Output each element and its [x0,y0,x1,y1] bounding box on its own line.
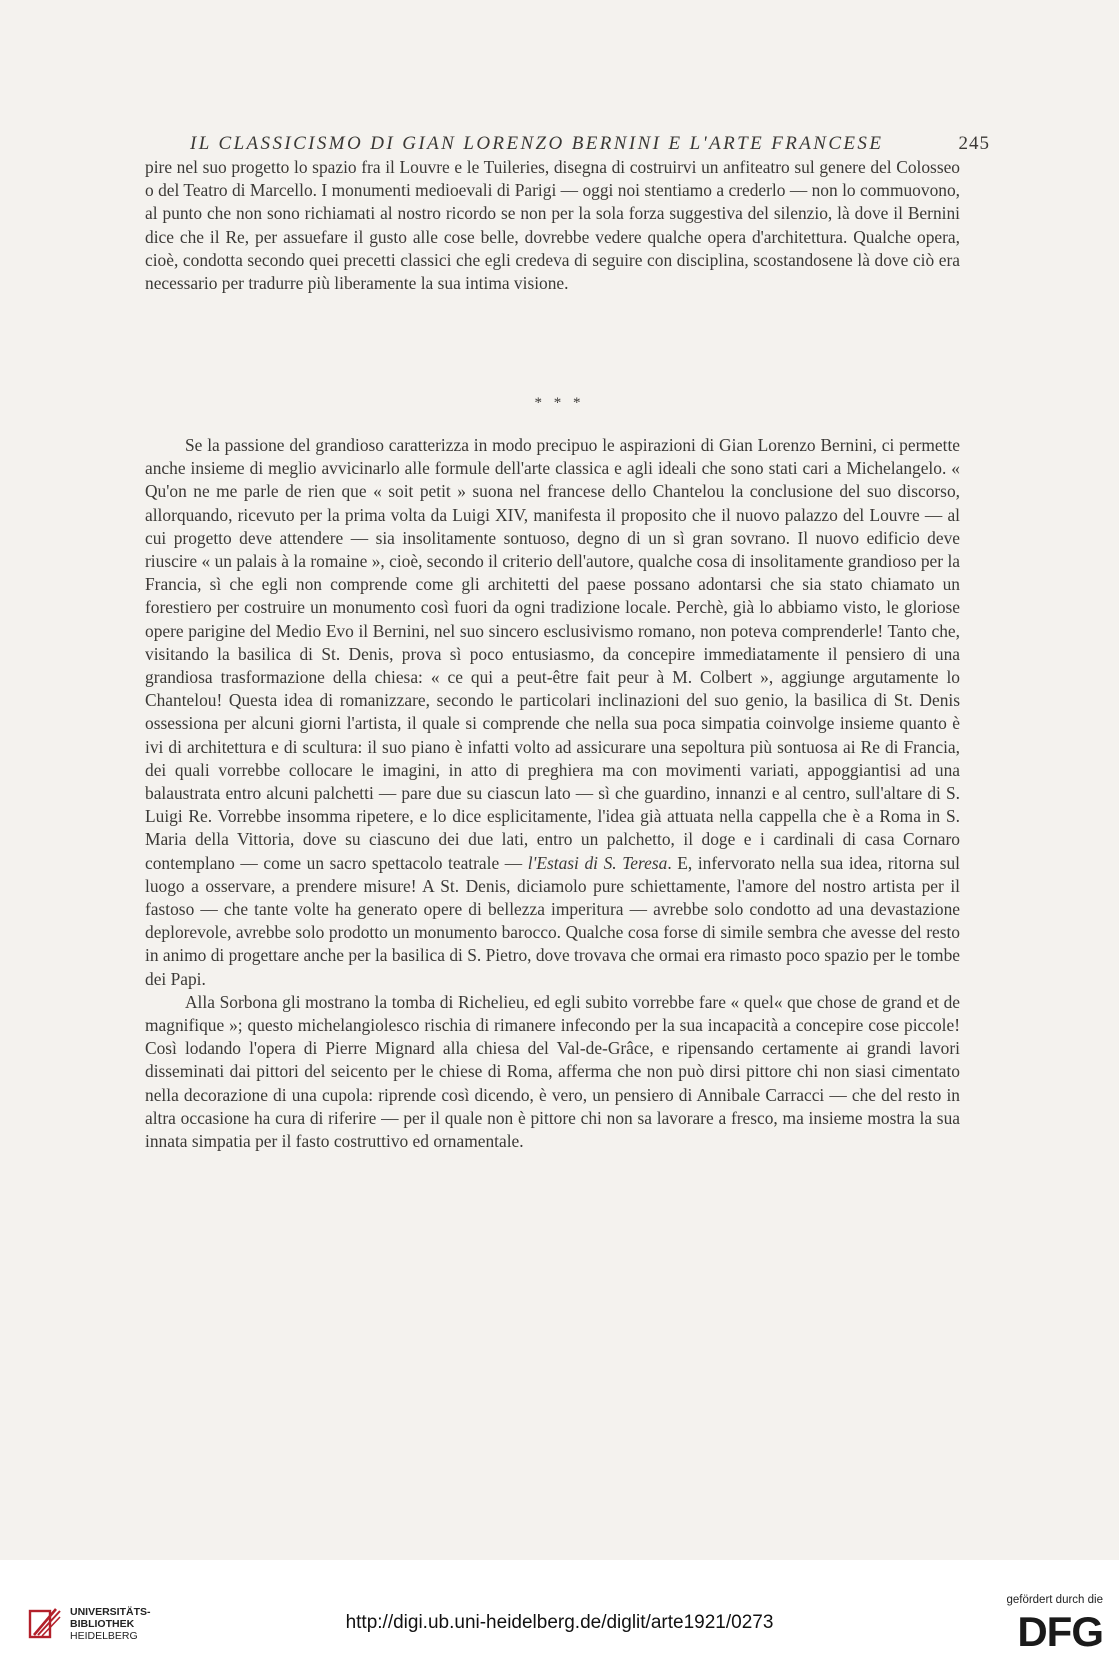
paragraph-3: Alla Sorbona gli mostrano la tomba di Richelieu, ed egli subito vorrebbe fare « quel« que chose de grand et de magnifique »; questo michelangiolesco rischia di rimanere infecondo per la sua incapacità a concepire cose piccole! Così lodando l'opera di Pierre Mignard alla chiesa del Val-de-Grâce, e ripensando certamente ai grandi lavori disseminati dai pittori del seicento per le chiese di Roma, afferma che non può dirsi pittore chi non siasi cimentato nella decorazione di una cupola: riprende così dicendo, è vero, un pensiero di Annibale Carracci — che del resto in altra occasione ha cura di riferire — per il quale non è pittore chi non sa lavorare a fresco, ma insieme mostra la sua innata simpatia per il fasto costruttivo ed ornamentale. [145,991,960,1152]
paragraph-2 [145,434,960,991]
running-title: IL CLASSICISMO DI GIAN LORENZO BERNINI E L'ARTE FRANCESE [190,133,884,154]
text-block-top [145,156,960,295]
running-header [190,133,990,155]
dfg-logo: DFG [1017,1608,1103,1655]
permalink-url[interactable]: http://digi.ub.uni-heidelberg.de/diglit/arte1921/0273 [345,1612,774,1633]
funding-label: gefördert durch die [1006,1594,1103,1606]
paragraph-2-continued: . E, infervorato nella sua idea, ritorna sul luogo a osservare, a prendere misure! A St. Denis, diciamolo pure schiettamente, l'amore del nostro artista per il fastoso — che tante volte ha generato opere di bellezza imperitura — avrebbe solo condotto ad una devastazione deplorevole, avrebbe solo prodotto un monumento barocco. Qualche cosa forse di simile sembra che avesse del resto in animo di progettare anche per la basilica di S. Pietro, dove trovava che ormai era rimasto poco spazio per le tombe dei Papi. [145,852,961,989]
library-line-1: UNIVERSITÄTS- [70,1606,151,1618]
text-block-main [145,434,960,1153]
digitization-footer [0,1560,1119,1673]
paragraph-2-italic: l'Estasi di S. Teresa [527,852,668,873]
page-number: 245 [958,133,990,154]
library-line-2: BIBLIOTHEK [70,1618,135,1630]
paragraph-2-text: Se la passione del grandioso caratterizza in modo precipuo le aspirazioni di Gian Lorenzo Bernini, ci permette anche insieme di meglio avvicinarlo alle formule dell'arte classica e agli ideali che sono stati cari a Michelangelo. « Qu'on ne me parle de rien que « soit petit » suona nel francese dello Chantelou la conclusione del suo discorso, allorquando, ricevuto per la prima volta da Luigi XIV, manifesta il proposito che il nuovo palazzo del Louvre — al cui progetto deve attendere — sia insolitamente sontuoso, degno di un sì gran sovrano. Il nuovo edificio deve riuscire « un palais à la romaine », cioè, secondo il criterio dell'autore, qualche cosa di insolitamente grandioso per la Francia, sì che egli non comprende come gli architetti del paese possano adontarsi che sia stato chiamato un forestiero per costruire un monumento così fuori da ogni tradizione locale. Perchè, già lo abbiamo visto, le gloriose opere parigine del Medio Evo il Bernini, nel suo sincero esclusivismo romano, non poteva comprenderle! Tanto che, visitando la basilica di St. Denis, prova sì poco entusiasmo, da concepire immediatamente il pensiero di una grandiosa trasformazione della chiesa: « ce qui a peut-être fait peur à M. Colbert », aggiunge argutamente lo Chantelou! Questa idea di romanizzare, secondo le particolari inclinazioni del suo genio, la basilica di St. Denis ossessiona per alcuni giorni l'artista, il quale si comprende che nella sua poca simpatia coinvolge insieme quanto è ivi di architettura e di scultura: il suo piano è infatti volto ad assicurare una sepoltura più sontuosa ai Re di Francia, dei quali vorrebbe collocare le imagini, in atto di preghiera ma con movimenti variati, appoggiantisi ad una balaustrata entro alcuni palchetti — pare due su ciascun lato — sì che guardino, innanzi e al centro, sull'altare di S. Luigi Re. Vorrebbe insomma ripetere, e lo dice esplicitamente, l'idea già attuata nella cappella che è a Roma in S. Maria della Vittoria, dove su ciascuno dei due lati, entro un palchetto, il doge e i cardinali di casa Cornaro contemplano — come un sacro spettacolo teatrale — [145,435,960,873]
paragraph-1: pire nel suo progetto lo spazio fra il Louvre e le Tuileries, disegna di costruirvi un anfiteatro sul genere del Colosseo o del Teatro di Marcello. I monumenti medioevali di Parigi — oggi noi stentiamo a crederlo — non lo commuovono, al punto che non sono richiamati al nostro ricordo se non per la sola forza suggestiva del silenzio, là dove il Bernini dice che il Re, per assuefare il gusto alle cose belle, dovrebbe vedere qualche opera d'architettura. Qualche opera, cioè, condotta secondo quei precetti classici che egli credeva di seguire con disciplina, scostandosene là dove ciò era necessario per tradurre più liberamente la sua intima visione. [145,157,960,294]
library-line-3: HEIDELBERG [70,1630,138,1642]
section-separator: * * * [534,395,585,411]
